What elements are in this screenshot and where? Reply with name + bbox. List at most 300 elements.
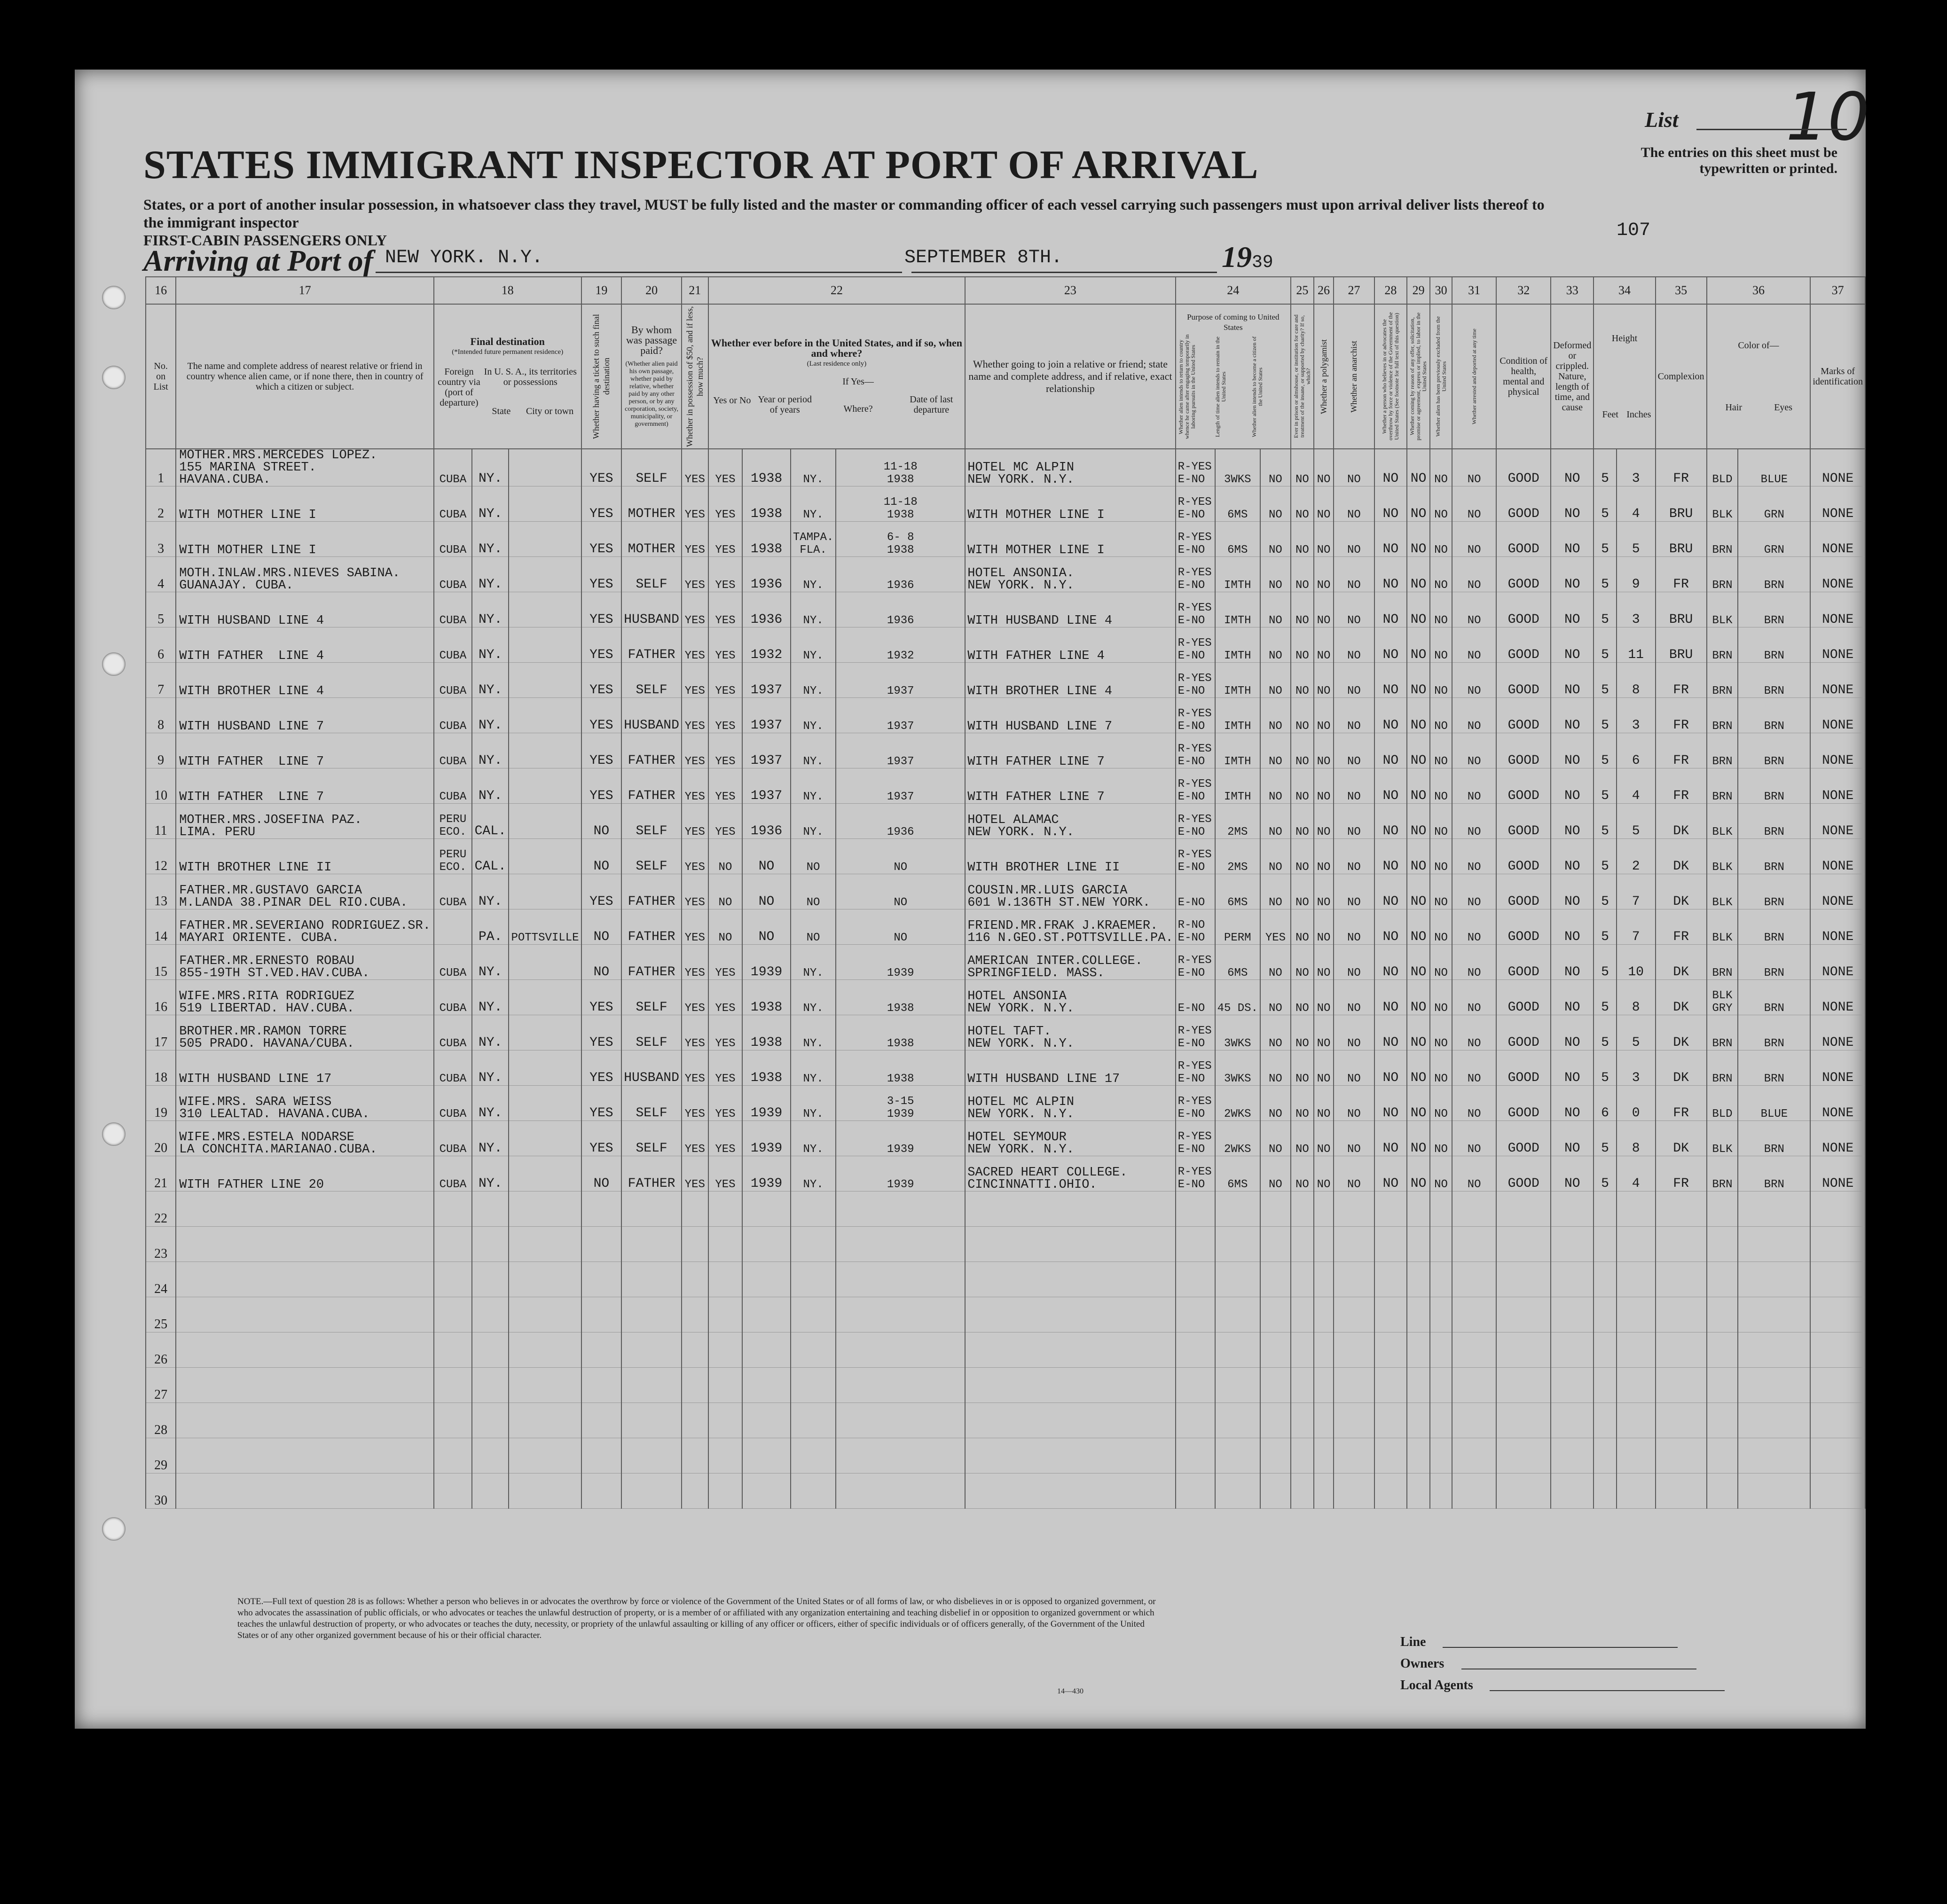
relative-cell	[176, 1297, 434, 1332]
money-cell	[682, 1227, 708, 1262]
height-feet-cell: 5	[1594, 839, 1616, 874]
hair-cell: BLK	[1707, 804, 1738, 839]
join-relative-cell: HOTEL MC ALPIN NEW YORK. N.Y.	[965, 449, 1175, 486]
ticket-cell: YES	[581, 449, 622, 486]
departure-date-cell: 1937	[836, 698, 965, 733]
height-inches-cell: 3	[1617, 698, 1656, 733]
eyes-cell: BRN	[1738, 874, 1810, 909]
height-feet-cell: 5	[1594, 768, 1616, 804]
relative-cell: WIFE.MRS. SARA WEISS 310 LEALTAD. HAVANA.CUBA.	[176, 1086, 434, 1121]
year-suffix: 39	[1252, 252, 1273, 273]
list-number-cell: 21	[146, 1156, 176, 1191]
deported-cell: NO	[1452, 522, 1496, 557]
head-departure-date: Date of last departure	[910, 394, 953, 415]
previous-yesno-cell: YES	[708, 768, 743, 804]
head-yes-no: Yes or No	[713, 395, 751, 406]
colnum: 18	[434, 277, 581, 304]
ticket-cell	[581, 1332, 622, 1368]
deformed-cell: NO	[1551, 804, 1594, 839]
passage-paid-cell: SELF	[621, 804, 682, 839]
head-final-destination	[434, 304, 581, 449]
excluded-cell: NO	[1430, 874, 1452, 909]
year-prefix: 19	[1222, 240, 1252, 274]
purpose-length-cell: IMTH	[1215, 733, 1260, 768]
labor-offer-cell: NO	[1407, 698, 1430, 733]
head-where: Where?	[843, 404, 873, 414]
state-cell: PA.	[472, 909, 509, 945]
labor-offer-cell: NO	[1407, 768, 1430, 804]
departure-date-cell	[836, 1297, 965, 1332]
deported-cell: NO	[1452, 1086, 1496, 1121]
height-feet-cell: 5	[1594, 663, 1616, 698]
purpose-length-cell	[1215, 1368, 1260, 1403]
previous-years-cell: 1939	[742, 1121, 791, 1156]
list-number-cell: 8	[146, 698, 176, 733]
table-row	[146, 1086, 1865, 1121]
previous-where-cell	[791, 1262, 836, 1297]
polygamist-cell: NO	[1314, 909, 1334, 945]
purpose-return-cell	[1176, 1438, 1215, 1473]
purpose-citizen-cell: NO	[1260, 945, 1291, 980]
departure-date-cell: 1939	[836, 945, 965, 980]
join-relative-cell: WITH FATHER LINE 7	[965, 768, 1175, 804]
previous-where-cell	[791, 1191, 836, 1227]
deformed-cell: NO	[1551, 663, 1594, 698]
polygamist-cell: NO	[1314, 1050, 1334, 1086]
manifest-rows	[146, 449, 1865, 1509]
hair-cell	[1707, 1438, 1738, 1473]
table-row	[146, 627, 1865, 663]
city-cell	[509, 1015, 581, 1050]
marks-cell: NONE	[1810, 627, 1865, 663]
punch-hole	[102, 366, 126, 389]
prison-cell: NO	[1291, 698, 1314, 733]
overthrow-cell: NO	[1374, 449, 1407, 486]
head-purpose-length: Length of time alien intends to remain in the United States	[1214, 337, 1227, 437]
city-cell	[509, 1368, 581, 1403]
money-cell	[682, 1473, 708, 1509]
head-purpose-return: Whether alien intends to return to country whence he came after engaging temporarily in laboring pursuits in the United States	[1177, 334, 1196, 439]
anarchist-cell: NO	[1334, 449, 1374, 486]
purpose-citizen-cell	[1260, 1191, 1291, 1227]
deformed-cell	[1551, 1297, 1594, 1332]
excluded-cell: NO	[1430, 945, 1452, 980]
height-feet-cell	[1594, 1438, 1616, 1473]
marks-cell: NONE	[1810, 980, 1865, 1015]
foreign-country-cell: CUBA	[434, 1015, 472, 1050]
state-cell: NY.	[472, 874, 509, 909]
punch-hole	[102, 1122, 126, 1146]
ticket-cell	[581, 1297, 622, 1332]
height-feet-cell	[1594, 1262, 1616, 1297]
purpose-citizen-cell: NO	[1260, 449, 1291, 486]
overthrow-cell: NO	[1374, 557, 1407, 592]
head-money-text: Whether in possession of $50, and if less, how much?	[685, 306, 705, 447]
purpose-length-cell: 6MS	[1215, 486, 1260, 522]
state-cell: NY.	[472, 449, 509, 486]
deformed-cell: NO	[1551, 449, 1594, 486]
marks-cell: NONE	[1810, 663, 1865, 698]
purpose-return-cell: R-YES E-NO	[1176, 1050, 1215, 1086]
relative-cell: WITH FATHER LINE 4	[176, 627, 434, 663]
join-relative-cell: HOTEL MC ALPIN NEW YORK. N.Y.	[965, 1086, 1175, 1121]
join-relative-cell	[965, 1403, 1175, 1438]
deformed-cell	[1551, 1227, 1594, 1262]
polygamist-cell: NO	[1314, 449, 1334, 486]
previous-yesno-cell	[708, 1262, 743, 1297]
city-cell	[509, 1262, 581, 1297]
height-feet-cell: 5	[1594, 1121, 1616, 1156]
height-inches-cell: 11	[1617, 627, 1656, 663]
previous-where-cell: NY.	[791, 1050, 836, 1086]
purpose-length-cell	[1215, 1473, 1260, 1509]
previous-yesno-cell: NO	[708, 839, 743, 874]
head-foreign-country: Foreign country via (port of departure)	[438, 367, 480, 408]
previous-years-cell: NO	[742, 839, 791, 874]
state-cell	[472, 1332, 509, 1368]
table-row	[146, 522, 1865, 557]
previous-yesno-cell: YES	[708, 1050, 743, 1086]
foreign-country-cell: CUBA	[434, 733, 472, 768]
hair-cell	[1707, 1368, 1738, 1403]
deported-cell	[1452, 1368, 1496, 1403]
purpose-citizen-cell: NO	[1260, 698, 1291, 733]
head-nearest-relative: The name and complete address of nearest relative or friend in country whence alien came, or if none there, then in country of which a citizen or subject.	[176, 304, 434, 449]
height-inches-cell: 8	[1617, 663, 1656, 698]
passage-paid-cell: FATHER	[621, 768, 682, 804]
overthrow-cell	[1374, 1262, 1407, 1297]
departure-date-cell: 6- 8 1938	[836, 522, 965, 557]
ticket-cell	[581, 1438, 622, 1473]
excluded-cell: NO	[1430, 627, 1452, 663]
purpose-citizen-cell: NO	[1260, 804, 1291, 839]
complexion-cell: FR	[1656, 698, 1707, 733]
marks-cell	[1810, 1403, 1865, 1438]
prison-cell: NO	[1291, 1121, 1314, 1156]
height-inches-cell: 8	[1617, 980, 1656, 1015]
eyes-cell	[1738, 1368, 1810, 1403]
marks-cell	[1810, 1262, 1865, 1297]
prison-cell: NO	[1291, 1086, 1314, 1121]
height-inches-cell	[1617, 1403, 1656, 1438]
deformed-cell: NO	[1551, 1015, 1594, 1050]
polygamist-cell: NO	[1314, 486, 1334, 522]
complexion-cell	[1656, 1297, 1707, 1332]
purpose-length-cell: 6MS	[1215, 1156, 1260, 1191]
health-cell: GOOD	[1496, 1156, 1551, 1191]
passage-paid-cell: FATHER	[621, 733, 682, 768]
passage-paid-cell	[621, 1332, 682, 1368]
anarchist-cell: NO	[1334, 1050, 1374, 1086]
prison-cell	[1291, 1227, 1314, 1262]
table-row	[146, 1015, 1865, 1050]
purpose-length-cell	[1215, 1227, 1260, 1262]
punch-hole	[102, 1517, 126, 1541]
deformed-cell: NO	[1551, 522, 1594, 557]
ticket-cell: NO	[581, 804, 622, 839]
health-cell: GOOD	[1496, 557, 1551, 592]
relative-cell	[176, 1368, 434, 1403]
list-number-cell: 17	[146, 1015, 176, 1050]
marks-cell: NONE	[1810, 1086, 1865, 1121]
passage-paid-cell	[621, 1438, 682, 1473]
list-underline	[1696, 129, 1847, 130]
previous-yesno-cell: YES	[708, 1156, 743, 1191]
state-cell: NY.	[472, 1015, 509, 1050]
height-inches-cell	[1617, 1191, 1656, 1227]
excluded-cell: NO	[1430, 522, 1452, 557]
list-number-cell: 2	[146, 486, 176, 522]
previous-where-cell: NY.	[791, 486, 836, 522]
colnum: 35	[1656, 277, 1707, 304]
purpose-length-cell	[1215, 1403, 1260, 1438]
purpose-return-cell: R-YES E-NO	[1176, 592, 1215, 627]
anarchist-cell: NO	[1334, 557, 1374, 592]
previous-yesno-cell	[708, 1332, 743, 1368]
hair-cell	[1707, 1403, 1738, 1438]
health-cell	[1496, 1297, 1551, 1332]
previous-where-cell: NO	[791, 839, 836, 874]
hair-cell: BLD	[1707, 1086, 1738, 1121]
state-cell: NY.	[472, 980, 509, 1015]
prison-cell: NO	[1291, 557, 1314, 592]
join-relative-cell	[965, 1368, 1175, 1403]
purpose-return-cell: R-YES E-NO	[1176, 627, 1215, 663]
head-ticket	[581, 304, 622, 449]
complexion-cell	[1656, 1438, 1707, 1473]
purpose-length-cell: IMTH	[1215, 592, 1260, 627]
ticket-cell: YES	[581, 557, 622, 592]
complexion-cell: FR	[1656, 1156, 1707, 1191]
passage-paid-cell	[621, 1191, 682, 1227]
state-cell	[472, 1473, 509, 1509]
labor-offer-cell: NO	[1407, 733, 1430, 768]
departure-date-cell: 11-18 1938	[836, 486, 965, 522]
deformed-cell	[1551, 1191, 1594, 1227]
overthrow-cell	[1374, 1227, 1407, 1262]
purpose-length-cell: 3WKS	[1215, 449, 1260, 486]
eyes-cell: BRN	[1738, 698, 1810, 733]
health-cell: GOOD	[1496, 733, 1551, 768]
height-inches-cell	[1617, 1438, 1656, 1473]
list-number-cell: 19	[146, 1086, 176, 1121]
eyes-cell: BRN	[1738, 1015, 1810, 1050]
overthrow-cell	[1374, 1368, 1407, 1403]
ticket-cell	[581, 1368, 622, 1403]
labor-offer-cell	[1407, 1368, 1430, 1403]
complexion-cell: DK	[1656, 1015, 1707, 1050]
money-cell: YES	[682, 1015, 708, 1050]
polygamist-cell: NO	[1314, 804, 1334, 839]
deformed-cell: NO	[1551, 1050, 1594, 1086]
height-inches-cell: 7	[1617, 874, 1656, 909]
purpose-length-cell: 6MS	[1215, 945, 1260, 980]
excluded-cell: NO	[1430, 980, 1452, 1015]
prison-cell: NO	[1291, 592, 1314, 627]
head-color-sub	[1709, 402, 1808, 413]
purpose-length-cell	[1215, 1262, 1260, 1297]
deformed-cell: NO	[1551, 874, 1594, 909]
eyes-cell: BRN	[1738, 839, 1810, 874]
city-cell	[509, 663, 581, 698]
eyes-cell: BRN	[1738, 1050, 1810, 1086]
foreign-country-cell: CUBA	[434, 592, 472, 627]
purpose-length-cell: IMTH	[1215, 698, 1260, 733]
previous-yesno-cell: NO	[708, 909, 743, 945]
eyes-cell: BLUE	[1738, 449, 1810, 486]
height-inches-cell	[1617, 1297, 1656, 1332]
deformed-cell: NO	[1551, 698, 1594, 733]
table-row	[146, 1050, 1865, 1086]
polygamist-cell	[1314, 1403, 1334, 1438]
complexion-cell: FR	[1656, 663, 1707, 698]
polygamist-cell	[1314, 1297, 1334, 1332]
purpose-length-cell	[1215, 1191, 1260, 1227]
purpose-return-cell	[1176, 1368, 1215, 1403]
typewritten-notice: The entries on this sheet must be typewritten or printed.	[1641, 145, 1837, 176]
date-value: SEPTEMBER 8TH.	[904, 247, 1063, 268]
complexion-cell	[1656, 1403, 1707, 1438]
relative-cell: WITH HUSBAND LINE 4	[176, 592, 434, 627]
deported-cell: NO	[1452, 874, 1496, 909]
hair-cell	[1707, 1473, 1738, 1509]
deported-cell: NO	[1452, 839, 1496, 874]
state-cell: NY.	[472, 592, 509, 627]
colnum: 26	[1314, 277, 1334, 304]
previous-yesno-cell: YES	[708, 1086, 743, 1121]
city-cell	[509, 980, 581, 1015]
ticket-cell: NO	[581, 1156, 622, 1191]
state-cell: NY.	[472, 627, 509, 663]
table-row	[146, 980, 1865, 1015]
money-cell: YES	[682, 1156, 708, 1191]
relative-cell	[176, 1473, 434, 1509]
overthrow-cell: NO	[1374, 768, 1407, 804]
city-cell	[509, 839, 581, 874]
polygamist-cell: NO	[1314, 627, 1334, 663]
arriving-label: Arriving at Port of	[143, 244, 373, 277]
money-cell: YES	[682, 698, 708, 733]
head-previous-visit	[708, 304, 965, 449]
excluded-cell: NO	[1430, 663, 1452, 698]
stamp-number: 107	[1617, 220, 1651, 241]
overthrow-cell	[1374, 1438, 1407, 1473]
previous-years-cell	[742, 1368, 791, 1403]
marks-cell: NONE	[1810, 557, 1865, 592]
deformed-cell: NO	[1551, 1086, 1594, 1121]
marks-cell	[1810, 1191, 1865, 1227]
previous-where-cell: NY.	[791, 1156, 836, 1191]
money-cell: YES	[682, 449, 708, 486]
eyes-cell: BRN	[1738, 592, 1810, 627]
head-labor-offer-text: Whether coming by reason of any offer, solicitation, promise or agreement, express or implied, to labor in the United States	[1409, 312, 1428, 441]
polygamist-cell: NO	[1314, 980, 1334, 1015]
height-inches-cell: 9	[1617, 557, 1656, 592]
foreign-country-cell	[434, 1297, 472, 1332]
excluded-cell	[1430, 1403, 1452, 1438]
previous-yesno-cell: NO	[708, 874, 743, 909]
head-identification: Marks of identification	[1810, 304, 1865, 449]
marks-cell: NONE	[1810, 1015, 1865, 1050]
previous-years-cell	[742, 1191, 791, 1227]
prison-cell: NO	[1291, 804, 1314, 839]
hair-cell: BRN	[1707, 1015, 1738, 1050]
foreign-country-cell	[434, 1368, 472, 1403]
previous-yesno-cell: YES	[708, 557, 743, 592]
previous-where-cell: NY.	[791, 663, 836, 698]
list-number-cell: 16	[146, 980, 176, 1015]
excluded-cell: NO	[1430, 698, 1452, 733]
previous-years-cell: 1937	[742, 663, 791, 698]
hair-cell: BLK	[1707, 486, 1738, 522]
previous-years-cell: 1938	[742, 486, 791, 522]
labor-offer-cell	[1407, 1438, 1430, 1473]
previous-years-cell: 1938	[742, 522, 791, 557]
passage-paid-cell: SELF	[621, 1086, 682, 1121]
ticket-cell: YES	[581, 627, 622, 663]
height-feet-cell: 5	[1594, 627, 1616, 663]
city-cell	[509, 698, 581, 733]
labor-offer-cell	[1407, 1297, 1430, 1332]
eyes-cell	[1738, 1403, 1810, 1438]
list-number-cell: 6	[146, 627, 176, 663]
health-cell: GOOD	[1496, 592, 1551, 627]
relative-cell: WITH HUSBAND LINE 17	[176, 1050, 434, 1086]
relative-cell: WIFE.MRS.ESTELA NODARSE LA CONCHITA.MARIANAO.CUBA.	[176, 1121, 434, 1156]
health-cell: GOOD	[1496, 804, 1551, 839]
head-height	[1594, 304, 1655, 449]
relative-cell: BROTHER.MR.RAMON TORRE 505 PRADO. HAVANA/CUBA.	[176, 1015, 434, 1050]
anarchist-cell: NO	[1334, 627, 1374, 663]
previous-yesno-cell: YES	[708, 522, 743, 557]
deported-cell	[1452, 1227, 1496, 1262]
head-destination-sub	[436, 367, 579, 416]
money-cell: YES	[682, 1121, 708, 1156]
health-cell: GOOD	[1496, 1015, 1551, 1050]
passage-paid-cell: FATHER	[621, 874, 682, 909]
polygamist-cell: NO	[1314, 592, 1334, 627]
departure-date-cell: 1939	[836, 1121, 965, 1156]
deformed-cell: NO	[1551, 557, 1594, 592]
health-cell: GOOD	[1496, 627, 1551, 663]
page-header	[75, 70, 1870, 290]
list-number-cell: 20	[146, 1121, 176, 1156]
hair-cell: BLD	[1707, 449, 1738, 486]
colnum: 16	[146, 277, 176, 304]
foreign-country-cell	[434, 1227, 472, 1262]
excluded-cell: NO	[1430, 557, 1452, 592]
purpose-length-cell: 2WKS	[1215, 1086, 1260, 1121]
list-number-cell: 26	[146, 1332, 176, 1368]
previous-years-cell: 1937	[742, 698, 791, 733]
join-relative-cell	[965, 1262, 1175, 1297]
purpose-return-cell: R-YES E-NO	[1176, 945, 1215, 980]
join-relative-cell	[965, 1227, 1175, 1262]
prison-cell: NO	[1291, 663, 1314, 698]
purpose-citizen-cell: NO	[1260, 592, 1291, 627]
list-number: 10	[1786, 79, 1870, 156]
prison-cell	[1291, 1403, 1314, 1438]
colnum: 25	[1291, 277, 1314, 304]
purpose-length-cell: 2MS	[1215, 839, 1260, 874]
departure-date-cell	[836, 1262, 965, 1297]
labor-offer-cell	[1407, 1332, 1430, 1368]
purpose-citizen-cell: YES	[1260, 909, 1291, 945]
departure-date-cell	[836, 1473, 965, 1509]
previous-years-cell: 1938	[742, 1050, 791, 1086]
previous-where-cell: NY.	[791, 733, 836, 768]
height-inches-cell	[1617, 1332, 1656, 1368]
